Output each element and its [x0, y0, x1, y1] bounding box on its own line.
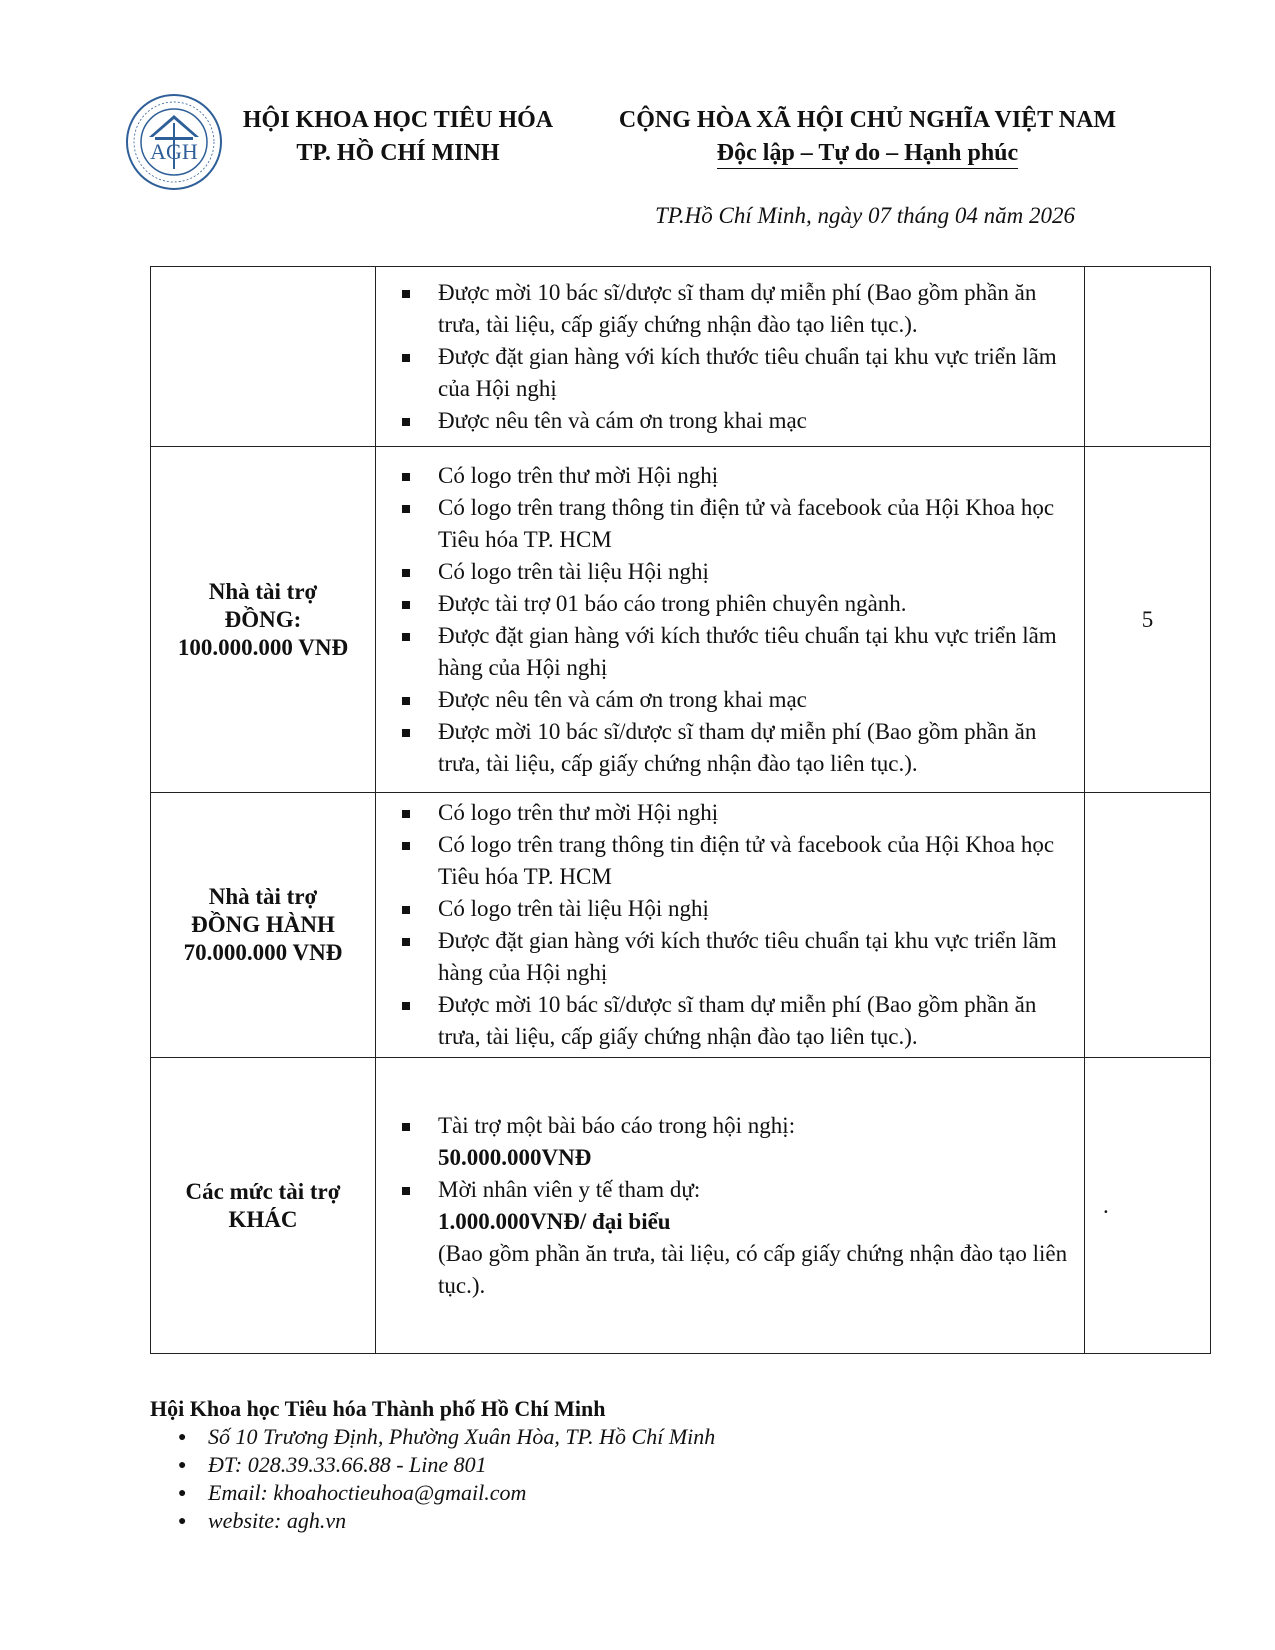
- list-item: Có logo trên tài liệu Hội nghị: [376, 556, 1076, 588]
- benefits-cell: [376, 447, 1085, 793]
- org-line-2: TP. HỒ CHÍ MINH: [296, 140, 500, 166]
- sponsorship-table: [150, 266, 1211, 1354]
- contact-address: ● Số 10 Trương Định, Phường Xuân Hòa, TP. Hồ Chí Minh: [150, 1423, 715, 1451]
- logo-letters: AGH: [150, 139, 198, 164]
- quantity-cell: [1085, 793, 1211, 1058]
- organization-name: [228, 104, 568, 170]
- list-item: Được mời 10 bác sĩ/dược sĩ tham dự miễn phí (Bao gồm phần ăn trưa, tài liệu, cấp giấy chứng nhận đào tạo liên tục.).: [376, 989, 1076, 1053]
- list-item: Được đặt gian hàng với kích thước tiêu chuẩn tại khu vực triển lãm của Hội nghị: [376, 341, 1076, 405]
- tier-label: Nhà tài trợ: [208, 884, 318, 909]
- list-item: Có logo trên thư mời Hội nghị: [376, 460, 1076, 492]
- quantity-cell: [1085, 267, 1211, 447]
- table-row: [151, 267, 1211, 447]
- tier-name: KHÁC: [228, 1206, 298, 1232]
- list-item: Được nêu tên và cám ơn trong khai mạc: [376, 405, 1076, 437]
- tier-cell: [151, 267, 376, 447]
- dateline: TP.Hồ Chí Minh, ngày 07 tháng 04 năm 2026: [655, 203, 1075, 228]
- contact-phone: ● ĐT: 028.39.33.66.88 - Line 801: [150, 1451, 715, 1479]
- table-row: [151, 1058, 1211, 1354]
- list-item: Được mời 10 bác sĩ/dược sĩ tham dự miễn phí (Bao gồm phần ăn trưa, tài liệu, cấp giấy chứng nhận đào tạo liên tục.).: [376, 277, 1076, 341]
- item-text: Tài trợ một bài báo cáo trong hội nghị:: [438, 1112, 796, 1138]
- country-name: CỘNG HÒA XÃ HỘI CHỦ NGHĨA VIỆT NAM: [618, 107, 1117, 133]
- quantity-cell: .: [1085, 1058, 1211, 1354]
- item-amount: 1.000.000VNĐ/ đại biểu: [438, 1208, 671, 1234]
- table-row: [151, 447, 1211, 793]
- tier-cell: [151, 1058, 376, 1354]
- list-item: Có logo trên thư mời Hội nghị: [376, 797, 1076, 829]
- benefits-cell: [376, 793, 1085, 1058]
- benefits-cell: [376, 267, 1085, 447]
- list-item: Có logo trên trang thông tin điện tử và facebook của Hội Khoa học Tiêu hóa TP. HCM: [376, 829, 1076, 893]
- item-amount: 50.000.000VNĐ: [438, 1144, 592, 1170]
- list-item: [376, 1110, 1076, 1174]
- contact-website[interactable]: ● website: agh.vn: [150, 1507, 715, 1535]
- tier-amount: 70.000.000 VNĐ: [183, 940, 343, 965]
- tier-name: ĐỒNG HÀNH: [191, 912, 335, 937]
- national-heading: [595, 104, 1140, 170]
- tier-label: Các mức tài trợ: [185, 1178, 341, 1204]
- list-item: Được đặt gian hàng với kích thước tiêu chuẩn tại khu vực triển lãm hàng của Hội nghị: [376, 925, 1076, 989]
- tier-label: Nhà tài trợ: [208, 578, 318, 604]
- contact-title: Hội Khoa học Tiêu hóa Thành phố Hồ Chí Minh: [150, 1396, 606, 1421]
- list-item: Có logo trên trang thông tin điện tử và facebook của Hội Khoa học Tiêu hóa TP. HCM: [376, 492, 1076, 556]
- quantity-cell: 5: [1085, 447, 1211, 793]
- item-text: Mời nhân viên y tế tham dự:: [438, 1176, 701, 1202]
- tier-name: ĐỒNG:: [224, 606, 302, 632]
- list-item: Được nêu tên và cám ơn trong khai mạc: [376, 684, 1076, 716]
- tier-amount: 100.000.000 VNĐ: [177, 634, 349, 660]
- list-item: Được đặt gian hàng với kích thước tiêu chuẩn tại khu vực triển lãm hàng của Hội nghị: [376, 620, 1076, 684]
- association-logo: [125, 93, 223, 191]
- tier-cell: [151, 447, 376, 793]
- list-item: Được mời 10 bác sĩ/dược sĩ tham dự miễn phí (Bao gồm phần ăn trưa, tài liệu, cấp giấy chứng nhận đào tạo liên tục.).: [376, 716, 1076, 780]
- table-row: [151, 793, 1211, 1058]
- list-item: Có logo trên tài liệu Hội nghị: [376, 893, 1076, 925]
- contact-email[interactable]: ● Email: khoahoctieuhoa@gmail.com: [150, 1479, 715, 1507]
- contact-block: [150, 1395, 715, 1535]
- item-note: (Bao gồm phần ăn trưa, tài liệu, có cấp giấy chứng nhận đào tạo liên tục.).: [438, 1240, 1068, 1298]
- list-item: [376, 1174, 1076, 1302]
- motto: Độc lập – Tự do – Hạnh phúc: [717, 138, 1018, 169]
- benefits-cell: [376, 1058, 1085, 1354]
- list-item: Được tài trợ 01 báo cáo trong phiên chuyên ngành.: [376, 588, 1076, 620]
- tier-cell: [151, 793, 376, 1058]
- org-line-1: HỘI KHOA HỌC TIÊU HÓA: [242, 107, 554, 133]
